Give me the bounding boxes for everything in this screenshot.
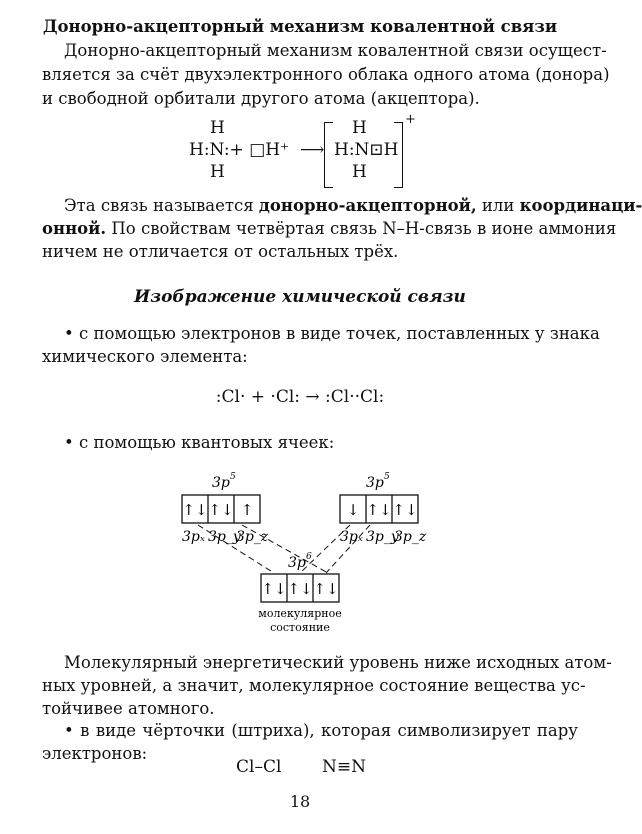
text-line: тойчивее атомного.	[42, 699, 215, 718]
text-line: химического элемента:	[42, 347, 248, 366]
section-title: Донорно-акцепторный механизм ковалентной связи	[42, 17, 558, 36]
bullet-line: • с помощью электронов в виде точек, поставленных у знака	[64, 324, 600, 343]
svg-text:↑↓: ↑↓	[182, 501, 208, 519]
svg-text:3p_z: 3p_z	[236, 529, 269, 545]
text-line: вляется за счёт двухэлектронного облака одного атома (донора)	[42, 65, 610, 84]
svg-text:3pₓ: 3pₓ	[340, 529, 363, 545]
text-line: Молекулярный энергетический уровень ниже исходных атом-	[64, 653, 612, 672]
page-number: 18	[289, 792, 311, 811]
textbook-page: Донорно-акцепторный механизм ковалентной связи Донорно-акцепторный механизм ковалентной связи осущест- вляется за счёт двухэлектронного облака одного атома (донора) и свободной орбитали другого атома (акцептора). H H:N:+ □H⁺ H ⟶ H H:N⊡H H + Эта связь называется донорно-акцепторной, или координаци- онной. По свойствам четвёртая связь N–H-связь в ионе аммония ничем не отличается от остальных трёх. Изображение химической связи • с помощью электронов в виде точек, поставленных у знака химического элемента: :Cl· + ·Cl: → :Cl··Cl: • с помощью квантовых ячеек: ↑↓ ↑↓ ↑ ↓ ↑↓ ↑↓ ↑↓ ↑↓ ↑↓ 3p 5 3p 5 3p 6 3pₓ 3p_y 3p_z 3pₓ 3p_y 3p_z молекулярное состояние Молекулярный энергетический уровень ниже исходных атом- ных уровней, а значит, молекулярное состояние вещества ус- тойчивее атомного. • в виде чёрточки (штриха), которая символизирует пару электронов: Cl–Cl N≡N 18	[0, 0, 600, 834]
svg-text:6: 6	[306, 552, 312, 562]
svg-text:↑↓: ↑↓	[392, 501, 418, 519]
svg-text:↓: ↓	[346, 501, 360, 519]
ammonia: H:N:+ □H⁺	[189, 140, 290, 160]
bullet-line: • в виде чёрточки (штриха), которая символизирует пару	[64, 721, 578, 740]
svg-text:молекулярное: молекулярное	[258, 607, 342, 620]
svg-text:↑↓: ↑↓	[313, 580, 339, 598]
svg-text:3p_y: 3p_y	[208, 529, 241, 545]
svg-text:↑↓: ↑↓	[261, 580, 287, 598]
text-line: онной. По свойствам четвёртая связь N–H-связь в ионе аммония	[42, 219, 617, 238]
svg-text:3p: 3p	[366, 475, 384, 491]
svg-text:↑↓: ↑↓	[287, 580, 313, 598]
svg-text:5: 5	[384, 472, 390, 482]
text-line: ничем не отличается от остальных трёх.	[42, 242, 399, 261]
svg-text:состояние: состояние	[270, 621, 330, 634]
section-heading: Изображение химической связи	[134, 287, 466, 307]
svg-text:5: 5	[230, 472, 236, 482]
ammonium: H:N⊡H	[334, 140, 399, 160]
svg-text:↑↓: ↑↓	[208, 501, 234, 519]
svg-text:3p_y: 3p_y	[366, 529, 399, 545]
arrow-icon: ⟶	[300, 140, 325, 160]
chlorine-dot-formula: :Cl· + ·Cl: → :Cl··Cl:	[215, 387, 385, 407]
svg-text:3p: 3p	[288, 555, 306, 571]
text-line: электронов:	[42, 744, 148, 763]
text-line: Эта связь называется донорно-акцепторной, или координаци-	[64, 196, 642, 215]
text-line: ных уровней, а значит, молекулярное состояние вещества ус-	[42, 676, 586, 695]
text-line: Донорно-акцепторный механизм ковалентной связи осущест-	[64, 41, 607, 60]
nitrogen-line-formula: N≡N	[322, 757, 366, 777]
bullet-line: • с помощью квантовых ячеек:	[64, 433, 335, 452]
svg-text:3pₓ: 3pₓ	[182, 529, 205, 545]
chlorine-line-formula: Cl–Cl	[236, 757, 282, 777]
svg-text:3p_z: 3p_z	[394, 529, 427, 545]
text-line: и свободной орбитали другого атома (акцептора).	[42, 89, 480, 108]
svg-text:↑: ↑	[240, 501, 254, 519]
svg-text:↑↓: ↑↓	[366, 501, 392, 519]
quantum-cell-diagram	[170, 455, 430, 635]
svg-text:3p: 3p	[212, 475, 230, 491]
